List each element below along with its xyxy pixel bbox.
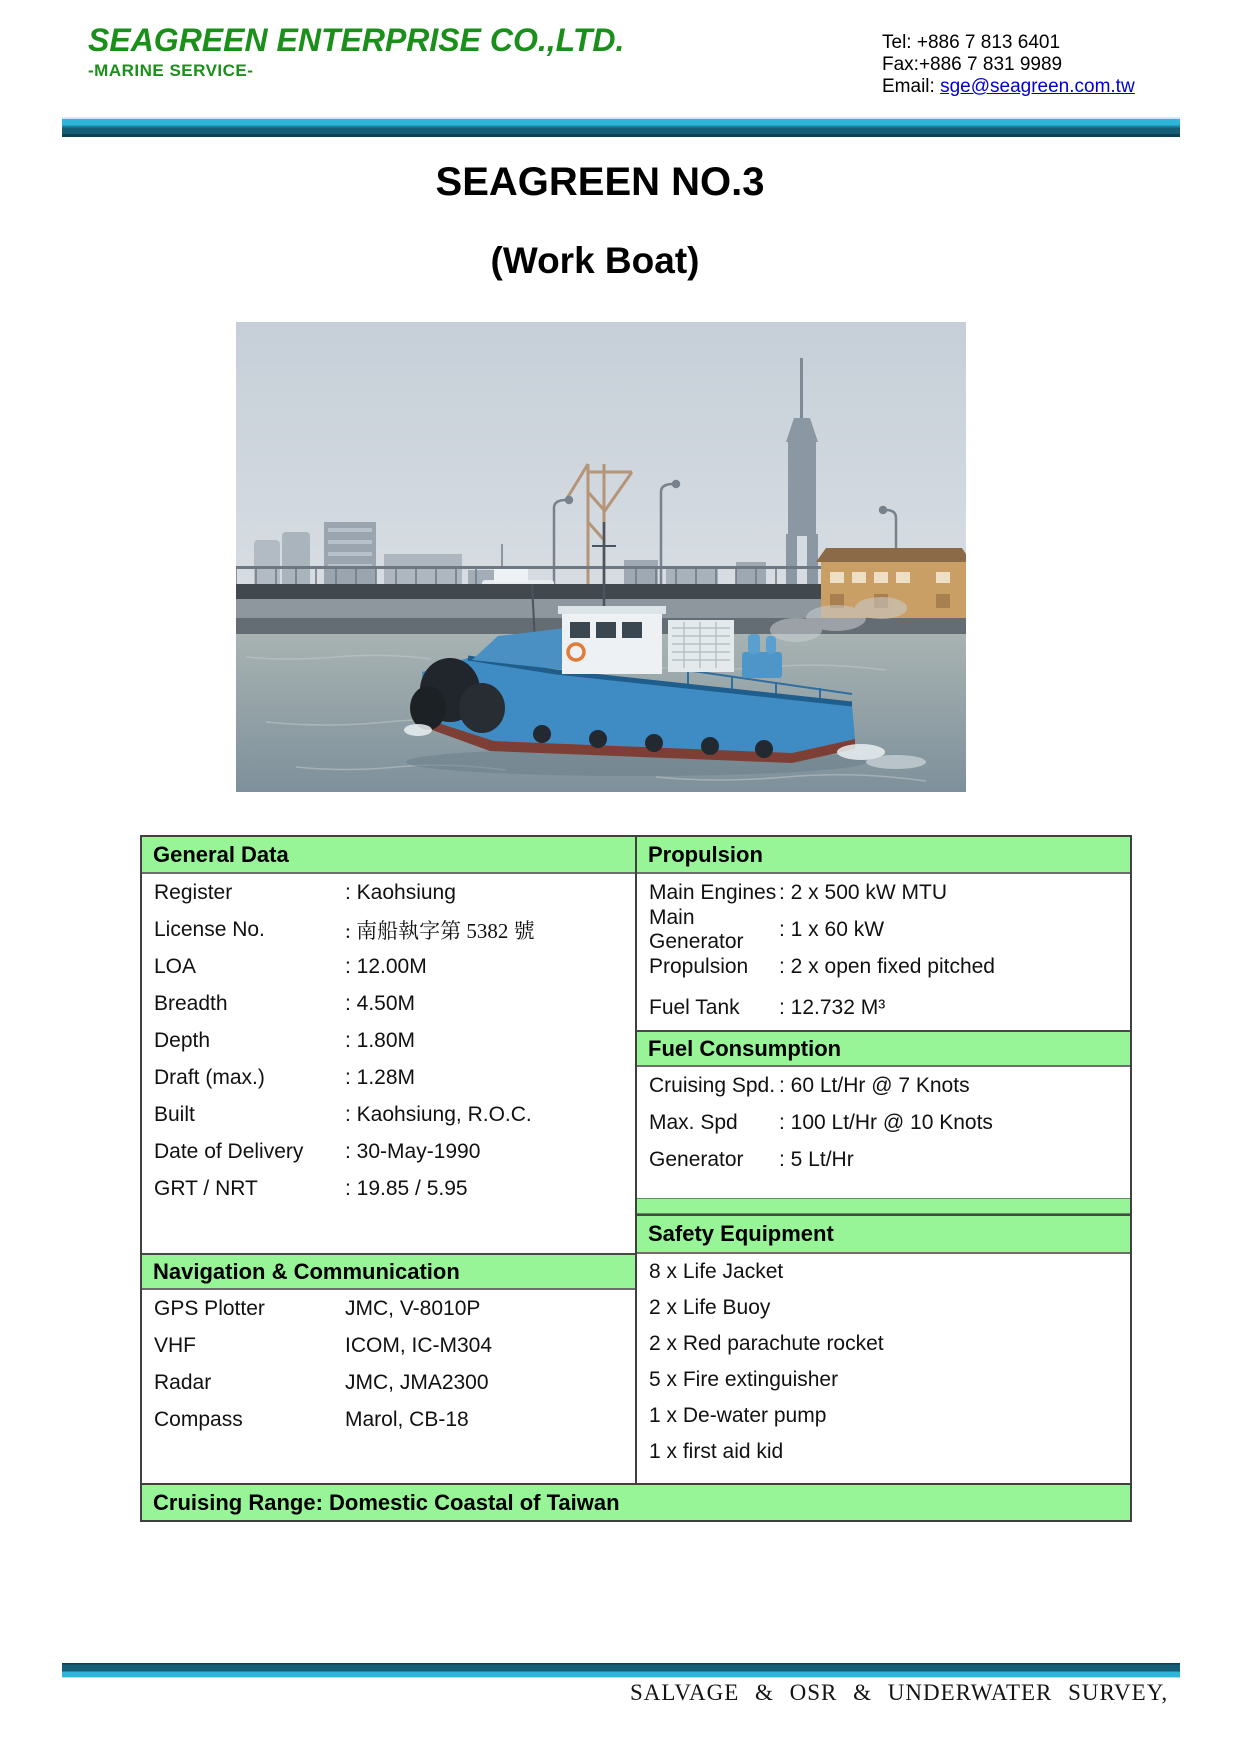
page-subtitle: (Work Boat) [490, 240, 700, 281]
table-row: Breadth : 4.50M [154, 991, 416, 1015]
table-row: Register : Kaohsiung [154, 880, 456, 904]
table-row: Fuel Tank : 12.732 M³ [649, 995, 886, 1019]
table-row: Main Generator : 1 x 60 kW [649, 905, 885, 953]
table-row: Propulsion : 2 x open fixed pitched [649, 954, 995, 978]
work-boat-photo [236, 322, 966, 792]
spacer [142, 1207, 635, 1253]
header-divider-bar [62, 117, 1180, 137]
spec-right-column [637, 837, 1130, 1483]
page-title: SEAGREEN NO.3 [435, 160, 765, 204]
table-row: VHF ICOM, IC-M304 [154, 1333, 493, 1357]
contact-tel: Tel: +886 7 813 6401 [882, 32, 1061, 53]
empty-green-row [637, 1198, 1130, 1214]
section-header-safety-equipment: Safety Equipment [637, 1214, 1130, 1254]
list-item: 5 x Fire extinguisher [649, 1368, 839, 1391]
table-row: Draft (max.) : 1.28M [154, 1065, 416, 1089]
table-row: Built : Kaohsiung, R.O.C. [154, 1102, 532, 1126]
table-row: Radar JMC, JMA2300 [154, 1370, 489, 1394]
list-item: 1 x De-water pump [649, 1404, 827, 1427]
contact-fax: Fax:+886 7 831 9989 [882, 54, 1063, 75]
company-name: SEAGREEN ENTERPRISE CO.,LTD. [88, 22, 625, 58]
spec-left-column [142, 837, 637, 1483]
spec-table [140, 835, 1132, 1522]
table-row: Depth : 1.80M [154, 1028, 416, 1052]
list-item: 2 x Life Buoy [649, 1296, 771, 1319]
table-row: Date of Delivery : 30-May-1990 [154, 1139, 481, 1163]
email-label: Email: [882, 76, 941, 97]
table-row: Generator : 5 Lt/Hr [649, 1147, 854, 1171]
section-header-propulsion: Propulsion [637, 837, 1130, 874]
cruising-range-row: Cruising Range: Domestic Coastal of Taiwan [142, 1483, 1130, 1520]
table-row: LOA : 12.00M [154, 954, 427, 978]
table-row: Main Engines : 2 x 500 kW MTU [649, 880, 948, 904]
section-header-fuel-consumption: Fuel Consumption [637, 1030, 1130, 1067]
contact-block [882, 32, 1135, 98]
section-header-general-data: General Data [142, 837, 635, 874]
list-item: 1 x first aid kid [649, 1440, 784, 1463]
company-letterhead [88, 22, 624, 81]
contact-email-line [882, 76, 1135, 98]
list-item: 2 x Red parachute rocket [649, 1332, 884, 1355]
email-link[interactable]: sge@seagreen.com.tw [940, 76, 1135, 97]
table-row: Compass Marol, CB-18 [154, 1407, 469, 1431]
list-item: 8 x Life Jacket [649, 1260, 784, 1283]
company-tagline: -MARINE SERVICE- [88, 61, 254, 80]
footer-divider-bar [62, 1663, 1180, 1678]
table-row: Cruising Spd. : 60 Lt/Hr @ 7 Knots [649, 1073, 970, 1097]
footer-text: SALVAGE & OSR & UNDERWATER SURVEY, [630, 1680, 1169, 1705]
spacer [637, 1178, 1130, 1198]
table-row: GPS Plotter JMC, V-8010P [154, 1296, 481, 1320]
table-row: GRT / NRT : 19.85 / 5.95 [154, 1176, 468, 1200]
section-header-navigation: Navigation & Communication [142, 1253, 635, 1290]
table-row: Max. Spd : 100 Lt/Hr @ 10 Knots [649, 1110, 993, 1134]
table-row: License No. : 南船執字第 5382 號 [154, 917, 535, 943]
